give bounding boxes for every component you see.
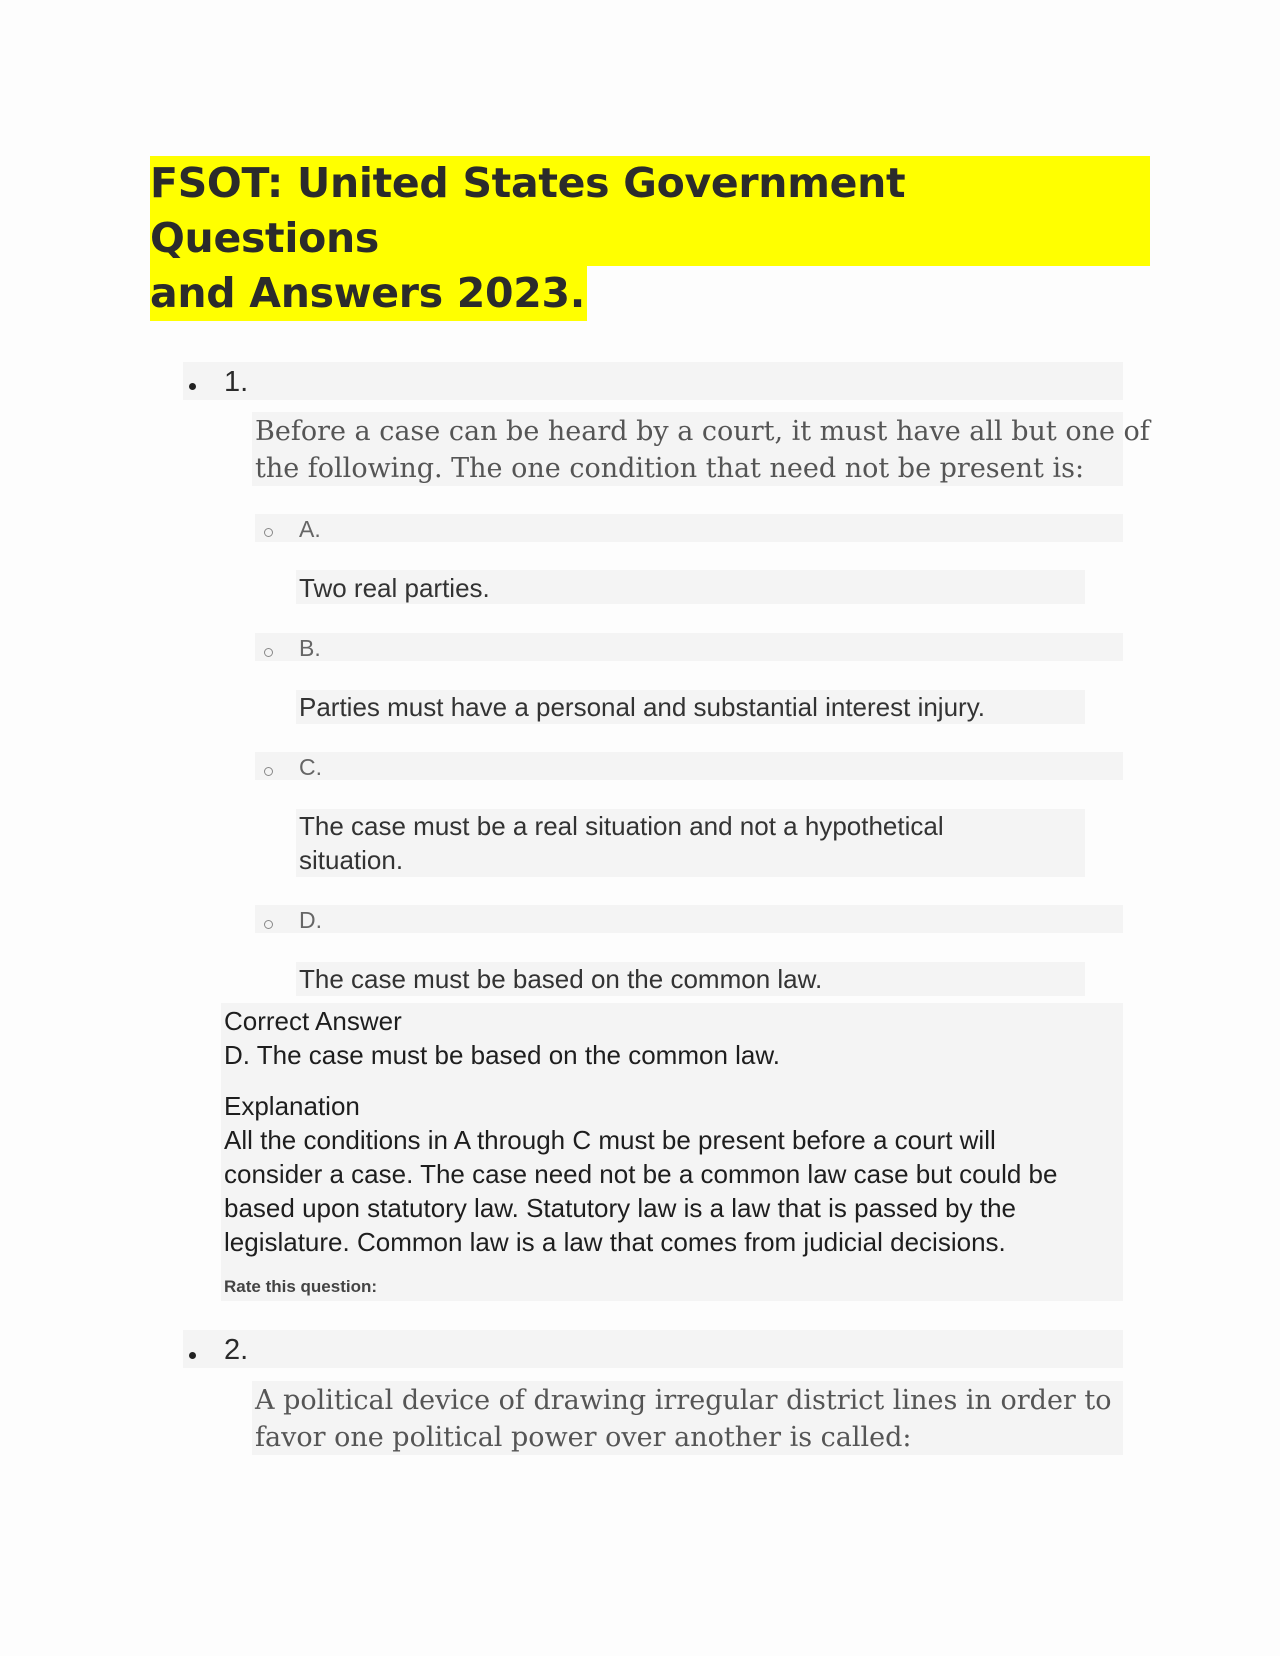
- question-2-text-line-2: favor one political power over another is called:: [255, 1422, 912, 1453]
- option-c-label-bar: [255, 752, 1123, 780]
- question-2-header-bar: [183, 1330, 1123, 1368]
- question-2-text-line-1: A political device of drawing irregular district lines in order to: [255, 1385, 1112, 1416]
- option-a-circle-icon: [264, 528, 273, 537]
- correct-answer-text: D. The case must be based on the common law.: [224, 1040, 780, 1070]
- option-c-text-line-2[interactable]: situation.: [299, 845, 404, 875]
- option-a-label: A.: [299, 516, 321, 542]
- explanation-line: based upon statutory law. Statutory law is a law that is passed by the: [224, 1193, 1016, 1223]
- rate-question-label: Rate this question:: [224, 1277, 378, 1296]
- option-b-label: B.: [299, 635, 321, 661]
- bullet-icon: [189, 1352, 196, 1359]
- option-d-label-bar: [255, 905, 1123, 933]
- bullet-icon: [189, 383, 196, 390]
- option-c-circle-icon: [264, 767, 273, 776]
- question-1-text-line-1: Before a case can be heard by a court, it must have all but one of: [255, 416, 1150, 447]
- explanation-line: All the conditions in A through C must be present before a court will: [224, 1125, 996, 1155]
- explanation-line: legislature. Common law is a law that comes from judicial decisions.: [224, 1227, 1006, 1257]
- option-b-label-bar: [255, 633, 1123, 661]
- option-b-text[interactable]: Parties must have a personal and substantial interest injury.: [299, 692, 985, 722]
- explanation-heading: Explanation: [224, 1091, 360, 1121]
- title-line-1: FSOT: United States Government Questions: [150, 156, 1150, 266]
- option-d-label: D.: [299, 907, 322, 933]
- option-d-text[interactable]: The case must be based on the common law.: [299, 964, 823, 994]
- question-2-number: 2.: [224, 1334, 249, 1366]
- question-1-text-line-2: the following. The one condition that need not be present is:: [255, 453, 1085, 484]
- question-1-number: 1.: [224, 366, 249, 398]
- correct-answer-heading: Correct Answer: [224, 1006, 402, 1036]
- option-a-label-bar: [255, 514, 1123, 542]
- option-a-text[interactable]: Two real parties.: [299, 573, 490, 603]
- option-d-circle-icon: [264, 920, 273, 929]
- explanation-line: consider a case. The case need not be a common law case but could be: [224, 1159, 1058, 1189]
- title-line-2: and Answers 2023.: [150, 266, 587, 321]
- option-c-text-line-1[interactable]: The case must be a real situation and not a hypothetical: [299, 811, 944, 841]
- document-title: [150, 156, 1150, 321]
- question-1-header-bar: [183, 362, 1123, 400]
- option-c-label: C.: [299, 754, 322, 780]
- option-b-circle-icon: [264, 648, 273, 657]
